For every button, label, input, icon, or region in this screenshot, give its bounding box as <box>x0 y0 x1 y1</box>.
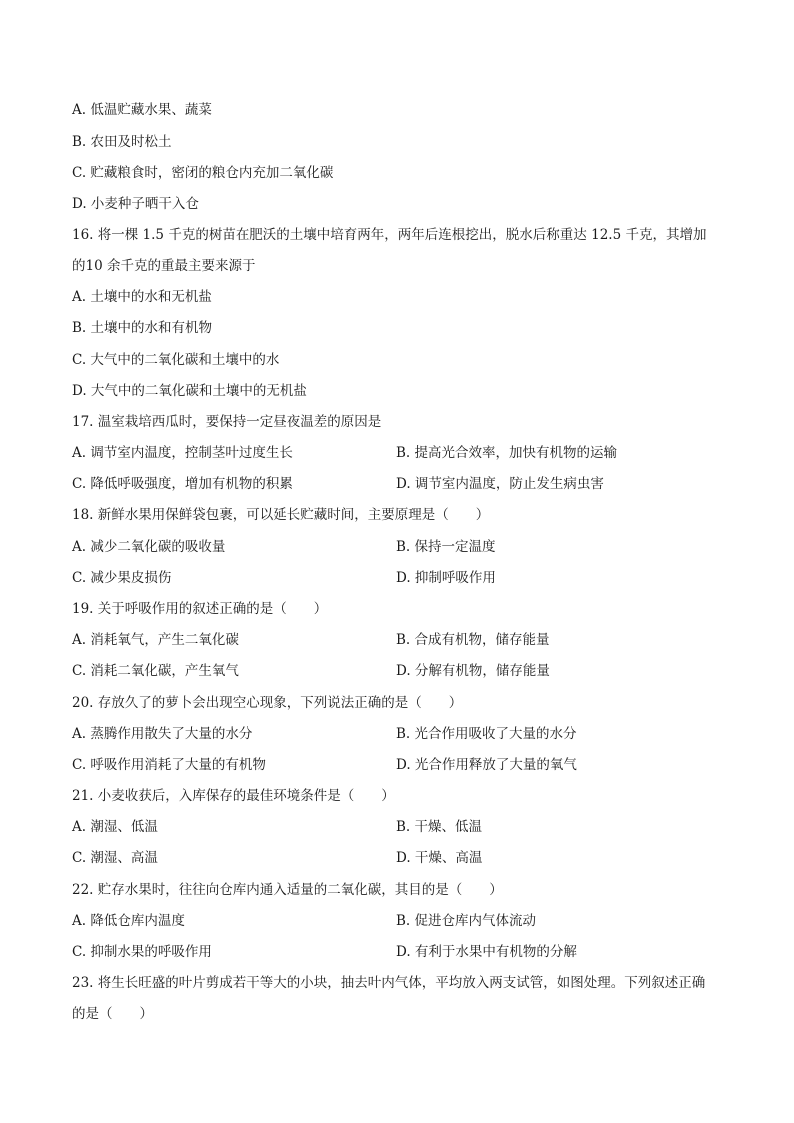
option-d: D. 抑制呼吸作用 <box>396 570 496 586</box>
option-c: C. 抑制水果的呼吸作用 <box>72 944 212 960</box>
option-c: C. 降低呼吸强度，增加有机物的积累 <box>72 476 293 492</box>
question-stem: 22. 贮存水果时，往往向仓库内通入适量的二氧化碳，其目的是（ ） <box>72 882 503 898</box>
option-b: B. 合成有机物，储存能量 <box>396 632 550 648</box>
option-d: D. 有利于水果中有机物的分解 <box>396 944 577 960</box>
option-d: D. 光合作用释放了大量的氧气 <box>396 757 577 773</box>
option-a: A. 蒸腾作用散失了大量的水分 <box>72 726 253 742</box>
option-c: C. 呼吸作用消耗了大量的有机物 <box>72 757 266 773</box>
question-stem: 21. 小麦收获后，入库保存的最佳环境条件是（ ） <box>72 788 395 804</box>
option-d: D. 小麦种子晒干入仓 <box>72 196 199 212</box>
option-a: A. 土壤中的水和无机盐 <box>72 289 212 305</box>
option-b: B. 提高光合效率，加快有机物的运输 <box>396 445 618 461</box>
option-a: A. 潮湿、低温 <box>72 819 158 835</box>
option-c: C. 消耗二氧化碳，产生氧气 <box>72 663 239 679</box>
option-d: D. 干燥、高温 <box>396 850 483 866</box>
option-c: C. 潮湿、高温 <box>72 850 158 866</box>
question-stem: 16. 将一棵 1.5 千克的树苗在肥沃的土壤中培育两年，两年后连根挖出，脱水后称重达 12.5 千克，其增加 <box>72 227 707 243</box>
option-c: C. 贮藏粮食时，密闭的粮仓内充加二氧化碳 <box>72 165 334 181</box>
question-stem-continued: 的10 余千克的重最主要来源于 <box>72 258 256 274</box>
option-b: B. 农田及时松土 <box>72 134 172 150</box>
question-stem-continued: 的是（ ） <box>72 1006 153 1022</box>
option-b: B. 保持一定温度 <box>396 539 496 555</box>
option-a: A. 低温贮藏水果、蔬菜 <box>72 102 212 118</box>
question-stem: 20. 存放久了的萝卜会出现空心现象，下列说法正确的是（ ） <box>72 695 463 711</box>
question-stem: 19. 关于呼吸作用的叙述正确的是（ ） <box>72 601 328 617</box>
option-a: A. 降低仓库内温度 <box>72 913 185 929</box>
option-b: B. 干燥、低温 <box>396 819 483 835</box>
option-b: B. 光合作用吸收了大量的水分 <box>396 726 577 742</box>
question-stem: 17. 温室栽培西瓜时，要保持一定昼夜温差的原因是 <box>72 414 382 430</box>
option-c: C. 大气中的二氧化碳和土壤中的水 <box>72 352 280 368</box>
option-b: B. 土壤中的水和有机物 <box>72 320 213 336</box>
question-stem: 18. 新鲜水果用保鲜袋包裹，可以延长贮藏时间，主要原理是（ ） <box>72 507 490 523</box>
option-d: D. 调节室内温度，防止发生病虫害 <box>396 476 604 492</box>
question-stem: 23. 将生长旺盛的叶片剪成若干等大的小块，抽去叶内气体，平均放入两支试管，如图处理。下列叙述正确 <box>72 975 706 991</box>
option-d: D. 分解有机物，储存能量 <box>396 663 550 679</box>
option-a: A. 调节室内温度，控制茎叶过度生长 <box>72 445 293 461</box>
option-a: A. 消耗氧气，产生二氧化碳 <box>72 632 239 648</box>
option-a: A. 减少二氧化碳的吸收量 <box>72 539 226 555</box>
option-c: C. 减少果皮损伤 <box>72 570 172 586</box>
option-b: B. 促进仓库内气体流动 <box>396 913 537 929</box>
option-d: D. 大气中的二氧化碳和土壤中的无机盐 <box>72 383 307 399</box>
